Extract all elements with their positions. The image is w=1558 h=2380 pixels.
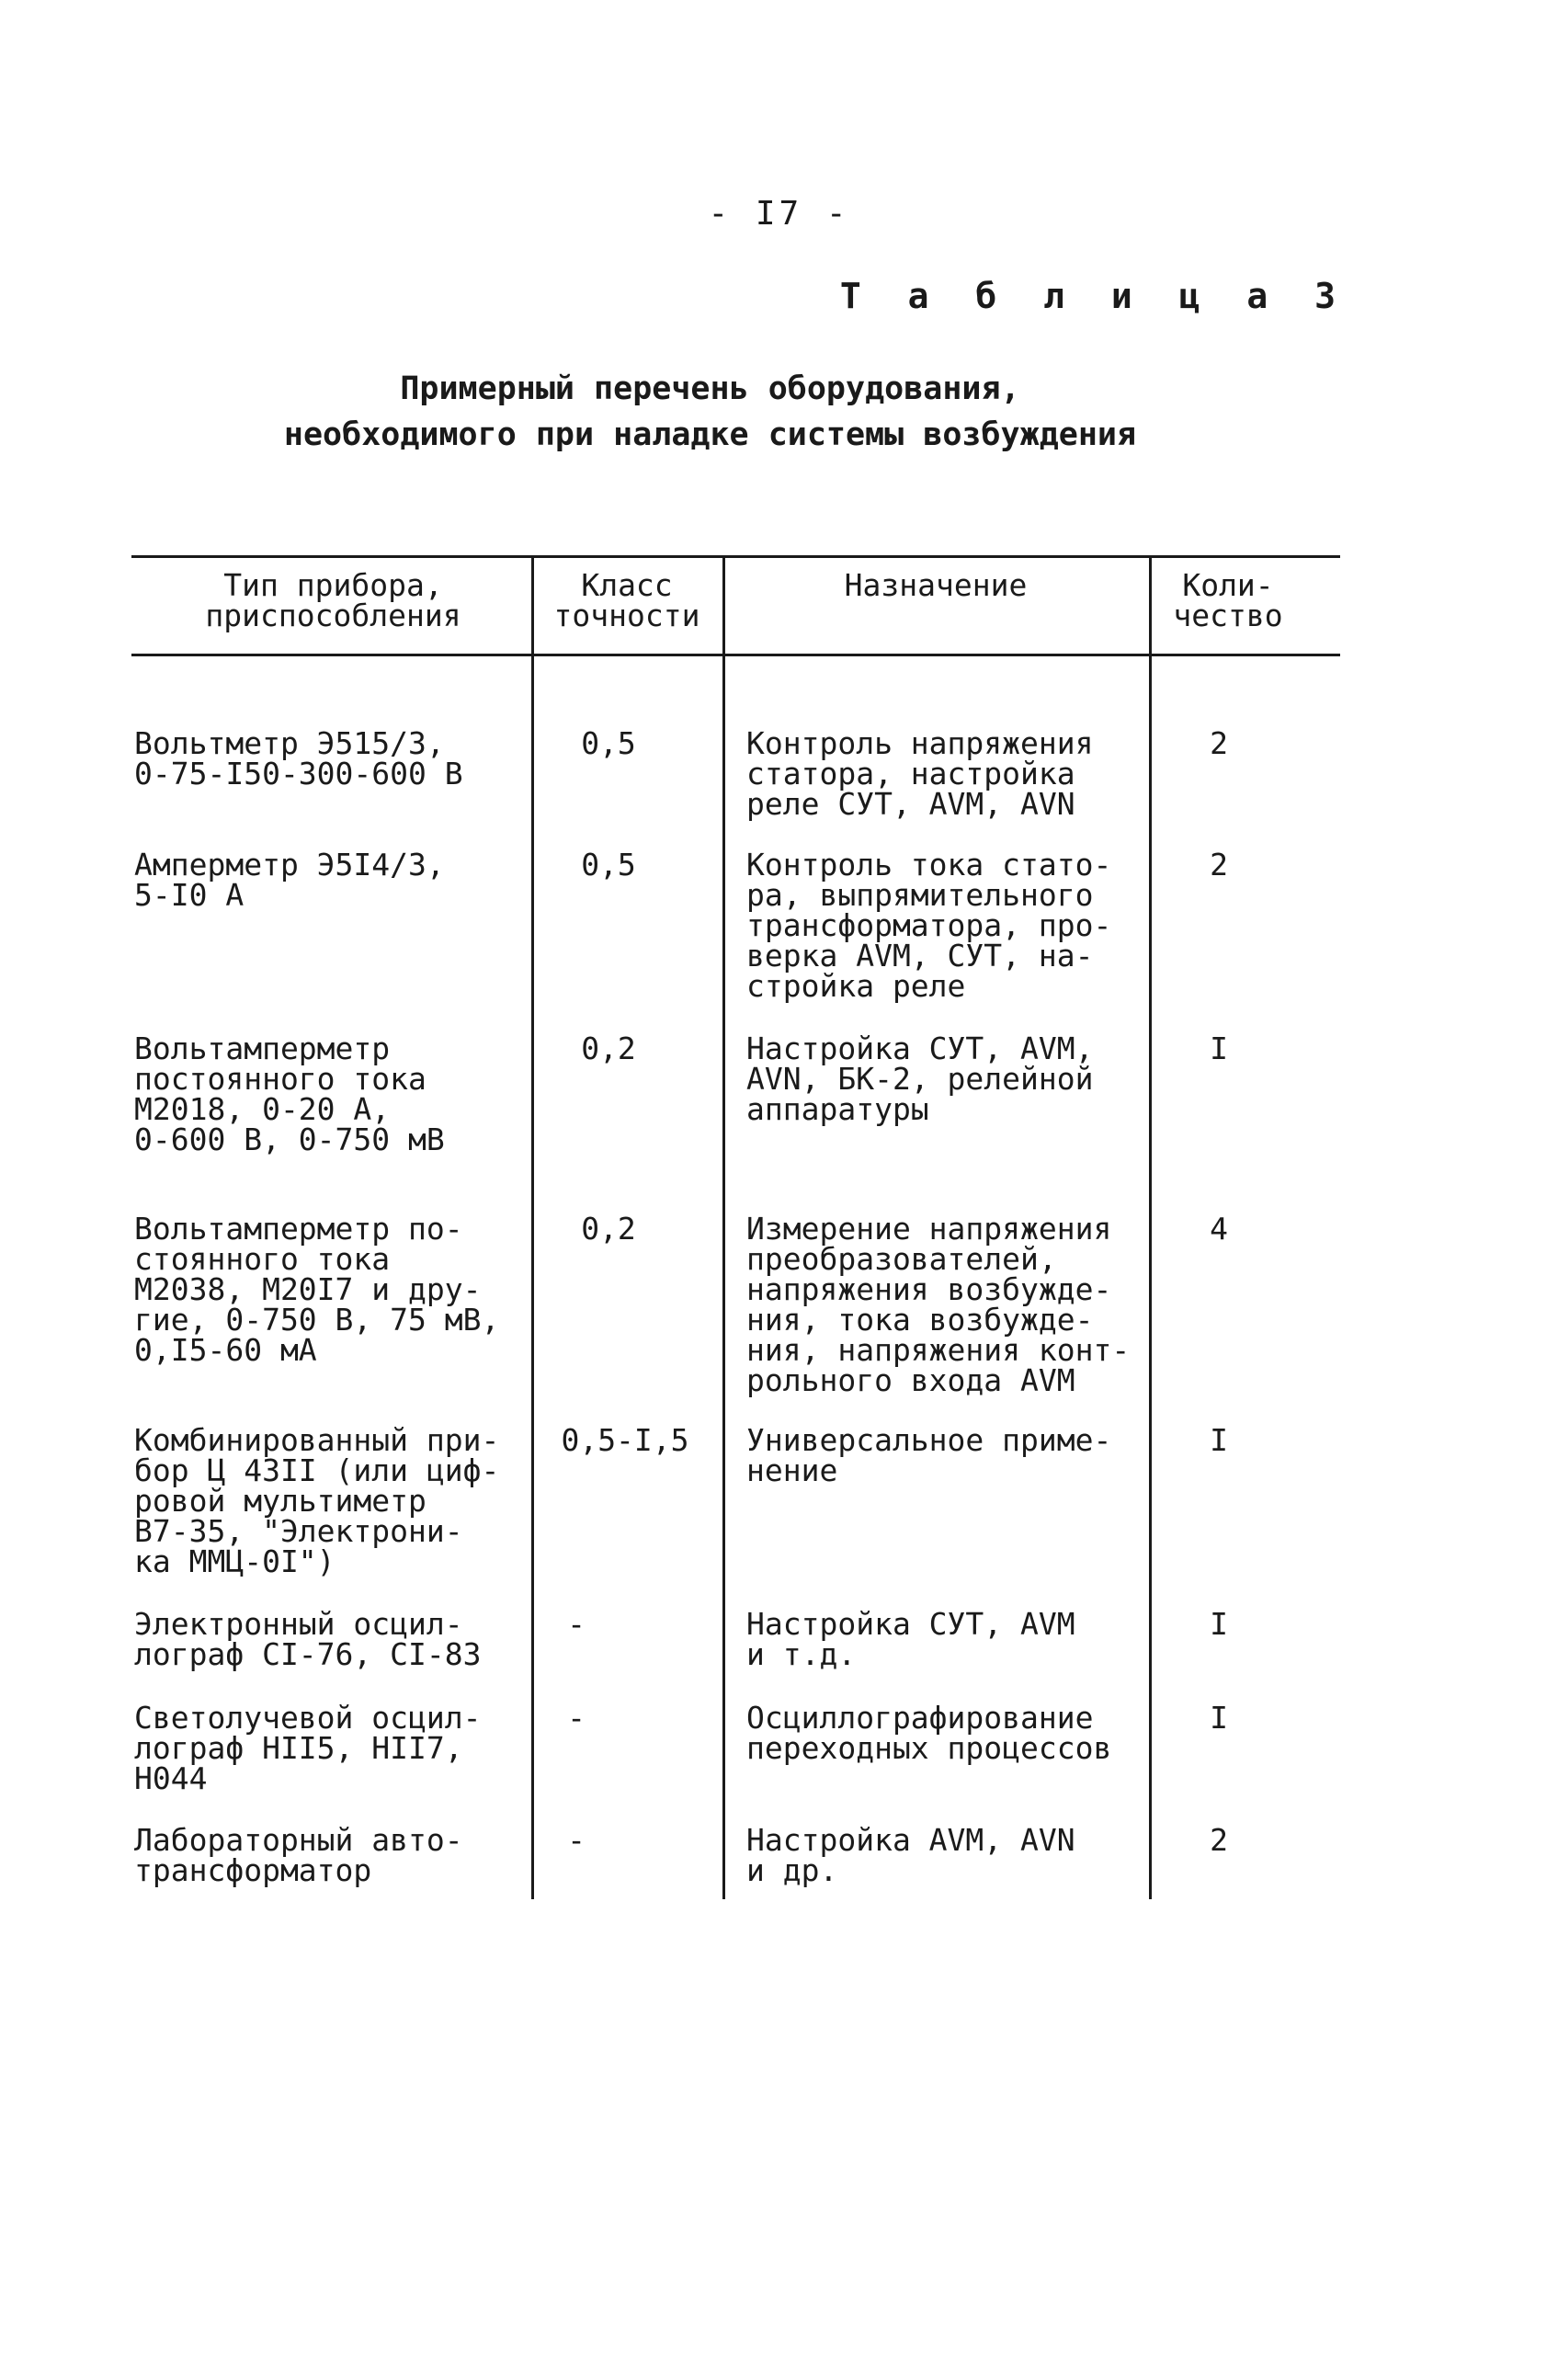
cell-qty: 2: [1210, 725, 1228, 761]
cell-purpose: Контроль тока стато- ра, выпрямительного трансформатора, про- верка AVM, СУТ, на- стройка реле: [746, 847, 1112, 1004]
cell-type: Вольтметр Э515/3, 0-75-I50-300-600 В: [134, 725, 463, 791]
cell-class: 0,2: [581, 1031, 636, 1066]
column-divider: [722, 557, 725, 1899]
cell-class: 0,5-I,5: [561, 1422, 689, 1458]
cell-purpose: Контроль напряжения статора, настройка реле СУТ, AVM, AVN: [746, 725, 1094, 822]
cell-class: 0,5: [581, 725, 636, 761]
cell-class: -: [567, 1700, 586, 1736]
cell-qty: 2: [1210, 847, 1228, 883]
header-type: Тип прибора, приспособления: [205, 567, 461, 633]
cell-qty: I: [1210, 1700, 1228, 1736]
column-divider: [531, 557, 534, 1899]
cell-type: Лабораторный авто- трансформатор: [134, 1822, 463, 1888]
header-purpose: Назначение: [844, 567, 1028, 603]
cell-purpose: Универсальное приме- нение: [746, 1422, 1112, 1488]
cell-purpose: Настройка AVM, AVN и др.: [746, 1822, 1075, 1888]
cell-class: -: [567, 1822, 586, 1858]
cell-class: -: [567, 1606, 586, 1642]
cell-qty: 4: [1210, 1211, 1228, 1247]
cell-qty: I: [1210, 1031, 1228, 1066]
table-top-rule: [131, 555, 1340, 558]
title-line: Примерный перечень оборудования,: [400, 370, 1020, 407]
title-line: необходимого при наладке системы возбуждения: [283, 416, 1137, 453]
header-class: Класс точности: [553, 567, 700, 633]
header-bottom-rule: [131, 654, 1340, 656]
cell-type: Вольтамперметр по- стоянного тока М2038, М20I7 и дру- гие, 0-750 В, 75 мВ, 0,I5-60 мА: [134, 1211, 500, 1368]
header-qty: Коли- чество: [1173, 567, 1283, 633]
cell-purpose: Измерение напряжения преобразователей, напряжения возбужде- ния, тока возбужде- ния, напряжения конт- рольного входа AVM: [746, 1211, 1131, 1398]
column-divider: [1149, 557, 1152, 1899]
cell-qty: I: [1210, 1422, 1228, 1458]
cell-type: Вольтамперметр постоянного тока М2018, 0-20 А, 0-600 В, 0-750 мВ: [134, 1031, 445, 1157]
cell-purpose: Осциллографирование переходных процессов: [746, 1700, 1112, 1766]
cell-type: Амперметр Э5I4/3, 5-I0 А: [134, 847, 445, 913]
cell-purpose: Настройка СУТ, AVM, AVN, БК-2, релейной аппаратуры: [746, 1031, 1094, 1127]
page-number: - I7 -: [708, 195, 850, 233]
cell-type: Светолучевой осцил- лограф НII5, НII7, Н044: [134, 1700, 482, 1796]
table-title: [0, 366, 1420, 458]
cell-class: 0,5: [581, 847, 636, 883]
cell-type: Комбинированный при- бор Ц 43II (или циф- ровой мультиметр В7-35, "Электрони- ка ММЦ-0I"): [134, 1422, 500, 1579]
cell-purpose: Настройка СУТ, AVM и т.д.: [746, 1606, 1075, 1672]
table-label: Т а б л и ц а 3: [839, 276, 1348, 316]
cell-qty: I: [1210, 1606, 1228, 1642]
cell-class: 0,2: [581, 1211, 636, 1247]
cell-type: Электронный осцил- лограф СI-76, СI-83: [134, 1606, 482, 1672]
cell-qty: 2: [1210, 1822, 1228, 1858]
